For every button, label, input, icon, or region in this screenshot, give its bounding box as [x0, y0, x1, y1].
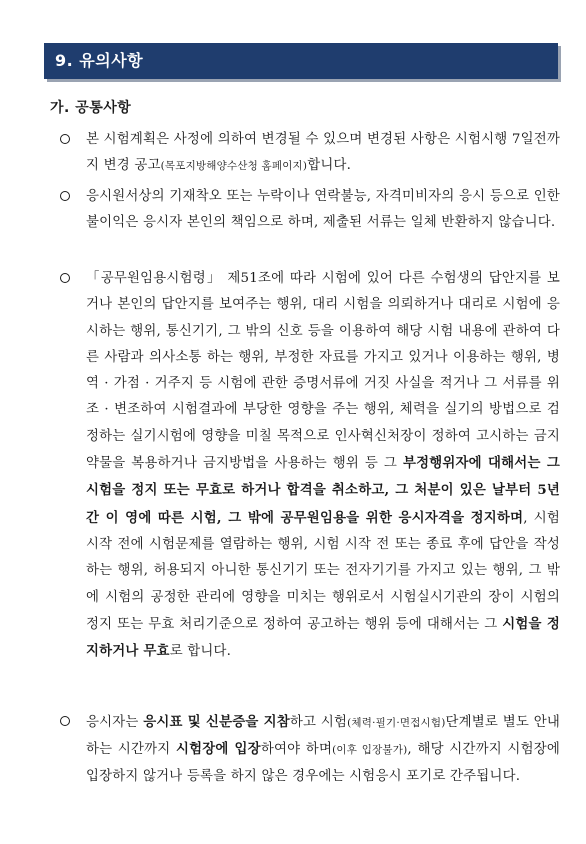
notice-item-2: [60, 184, 560, 237]
notice-item-1: [60, 127, 560, 180]
notice-text: 본 시험계획은 사정에 의하여 변경될 수 있으며 변경된 사항은 시험시행 7일전까지 변경 공고(목포지방해양수산청 홈페이지)합니다.: [86, 132, 560, 174]
notice-item-4: [60, 709, 560, 790]
subsection-title: 가. 공통사항: [50, 100, 132, 116]
bullet-circle-icon: [60, 134, 70, 144]
bullet-circle-icon: [60, 716, 70, 726]
bullet-circle-icon: [60, 191, 70, 201]
notice-text: 응시자는 응시표 및 신분증을 지참하고 시험(체력·필기·면접시험)단계별로 별도 안내하는 시간까지 시험장에 입장하여야 하며(이후 입장불가), 해당 시간까지 시험장에 입장하지 않거나 등록을 하지 않은 경우에는 시험응시 포기로 간주됩니다.: [86, 714, 560, 784]
notice-item-3: [60, 266, 560, 665]
bullet-circle-icon: [60, 273, 70, 283]
notice-text: 응시원서상의 기재착오 또는 누락이나 연락불능, 자격미비자의 응시 등으로 인한 불이익은 응시자 본인의 책임으로 하며, 제출된 서류는 일체 반환하지 않습니다.: [86, 189, 560, 231]
notice-text: 「공무원임용시험령」 제51조에 따라 시험에 있어 다른 수험생의 답안지를 보거나 본인의 답안지를 보여주는 행위, 대리 시험을 의뢰하거나 대리로 시험에 응시하는 행위, 통신기기, 그 밖의 신호 등을 이용하여 해당 시험 내용에 관하여 다른 사람과 의사소통 하는 행위, 부정한 자료를 가지고 있거나 이용하는 행위, 병역 · 가점 · 거주지 등 시험에 관한 증명서류에 거짓 사실을 적거나 그 서류를 위조 · 변조하여 시험결과에 부당한 영향을 주는 행위, 체력을 실기의 방법으로 검정하는 실기시험에 영향을 미칠 목적으로 인사혁신처장이 정하여 고시하는 금지약물을 복용하거나 금지방법을 사용하는 행위 등 그 부정행위자에 대해서는 그 시험을 정지 또는 무효로 하거나 합격을 취소하고, 그 처분이 있은 날부터 5년간 이 영에 따른 시험, 그 밖에 공무원임용을 위한 응시자격을 정지하며, 시험 시작 전에 시험문제를 열람하는 행위, 시험 시작 전 또는 종료 후에 답안을 작성하는 행위, 허용되지 아니한 통신기기 또는 전자기기를 가지고 있는 행위, 그 밖에 시험의 공정한 관리에 영향을 미치는 행위로서 시험실시기관의 장이 시험의 정지 또는 무효 처리기준으로 정하여 공고하는 행위 등에 대해서는 그 시험을 정지하거나 무효로 합니다.: [86, 271, 560, 660]
section-header: [44, 43, 558, 79]
section-title: 9. 유의사항: [55, 51, 144, 70]
